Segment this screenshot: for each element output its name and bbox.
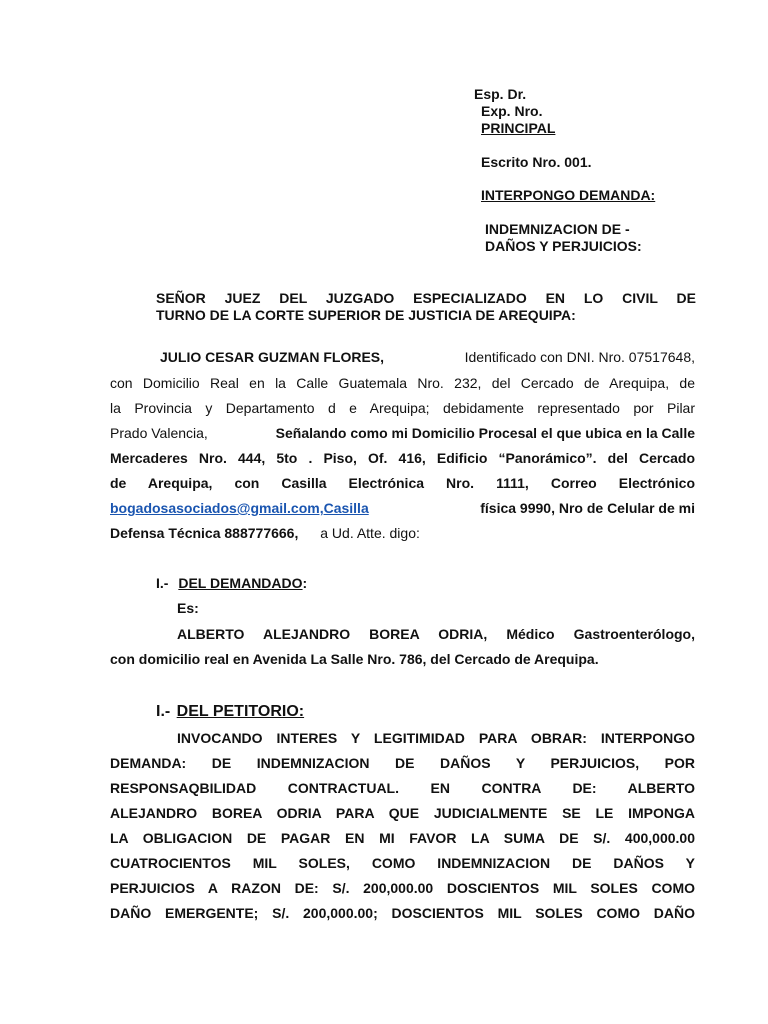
header-exp: Exp. Nro. [481,103,543,119]
header-indemnizacion-1: INDEMNIZACION DE - [485,221,630,237]
petitorio-line: INVOCANDO INTERES Y LEGITIMIDAD PARA OBRAR: INTERPONGO [177,730,695,746]
petitorio-line: ALEJANDRO BOREA ODRIA PARA QUE JUDICIALMENTE SE LE IMPONGA [110,805,695,821]
demandado-colon: : [302,575,308,591]
petitorio-line: CUATROCIENTOS MIL SOLES, COMO INDEMNIZACION DE DAÑOS Y [110,855,695,871]
petitorio-title: DEL PETITORIO: [176,703,305,720]
intro-line-5: Mercaderes Nro. 444, 5to . Piso, Of. 416, Edificio “Panorámico”. del Cercado [110,450,695,466]
plaintiff-name: JULIO CESAR GUZMAN FLORES, [160,349,385,365]
intro-line-7 [110,500,695,517]
header-interpongo: INTERPONGO DEMANDA: [481,187,656,203]
intro-line-8 [110,525,420,542]
petitorio-line: PERJUICIOS A RAZON DE: S/. 200,000.00 DOSCIENTOS MIL SOLES COMO [110,880,695,896]
intro-line-8-bold: Defensa Técnica 888777666, [110,525,299,541]
intro-line-6: de Arequipa, con Casilla Electrónica Nro. 1111, Correo Electrónico [110,475,695,491]
demandado-number: I.- [156,575,169,591]
intro-line-4-bold: Señalando como mi Domicilio Procesal el que ubica en la Calle [275,425,695,441]
petitorio-line: RESPONSAQBILIDAD CONTRACTUAL. EN CONTRA DE: ALBERTO [110,780,695,796]
addressee-line-2: TURNO DE LA CORTE SUPERIOR DE JUSTICIA DE AREQUIPA: [156,307,576,323]
demandado-es: Es: [177,600,199,616]
email-link[interactable]: bogadosasociados@gmail.com,Casilla [110,500,369,516]
intro-line-3: la Provincia y Departamento d e Arequipa; debidamente representado por Pilar [110,400,695,416]
intro-line-7-rest: física 9990, Nro de Celular de mi [480,500,695,516]
demandado-line-1: ALBERTO ALEJANDRO BOREA ODRIA, Médico Gastroenterólogo, [177,626,695,642]
petitorio-number: I.- [156,703,171,720]
demandado-heading [156,575,307,592]
petitorio-line: DAÑO EMERGENTE; S/. 200,000.00; DOSCIENTOS MIL SOLES COMO DAÑO [110,905,695,921]
intro-line-4-plain: Prado Valencia, [110,425,208,441]
header-escrito: Escrito Nro. 001. [481,154,592,170]
intro-line-4 [110,425,695,442]
intro-line-2: con Domicilio Real en la Calle Guatemala Nro. 232, del Cercado de Arequipa, de [110,375,695,391]
header-principal: PRINCIPAL [481,120,556,136]
addressee-line-1: SEÑOR JUEZ DEL JUZGADO ESPECIALIZADO EN LO CIVIL DE [156,290,696,306]
petitorio-line: LA OBLIGACION DE PAGAR EN MI FAVOR LA SUMA DE S/. 400,000.00 [110,830,695,846]
petitorio-line: DEMANDA: DE INDEMNIZACION DE DAÑOS Y PERJUICIOS, POR [110,755,695,771]
demandado-title: DEL DEMANDADO [178,575,303,591]
demandado-line-2: con domicilio real en Avenida La Salle Nro. 786, del Cercado de Arequipa. [110,651,599,667]
intro-line-1 [160,349,695,366]
intro-line-8-plain: a Ud. Atte. digo: [320,525,420,541]
petitorio-heading [156,702,304,721]
header-indemnizacion-2: DAÑOS Y PERJUICIOS: [485,238,642,254]
intro-line-1-rest: Identificado con DNI. Nro. 07517648, [464,349,695,365]
header-esp: Esp. Dr. [474,86,527,102]
